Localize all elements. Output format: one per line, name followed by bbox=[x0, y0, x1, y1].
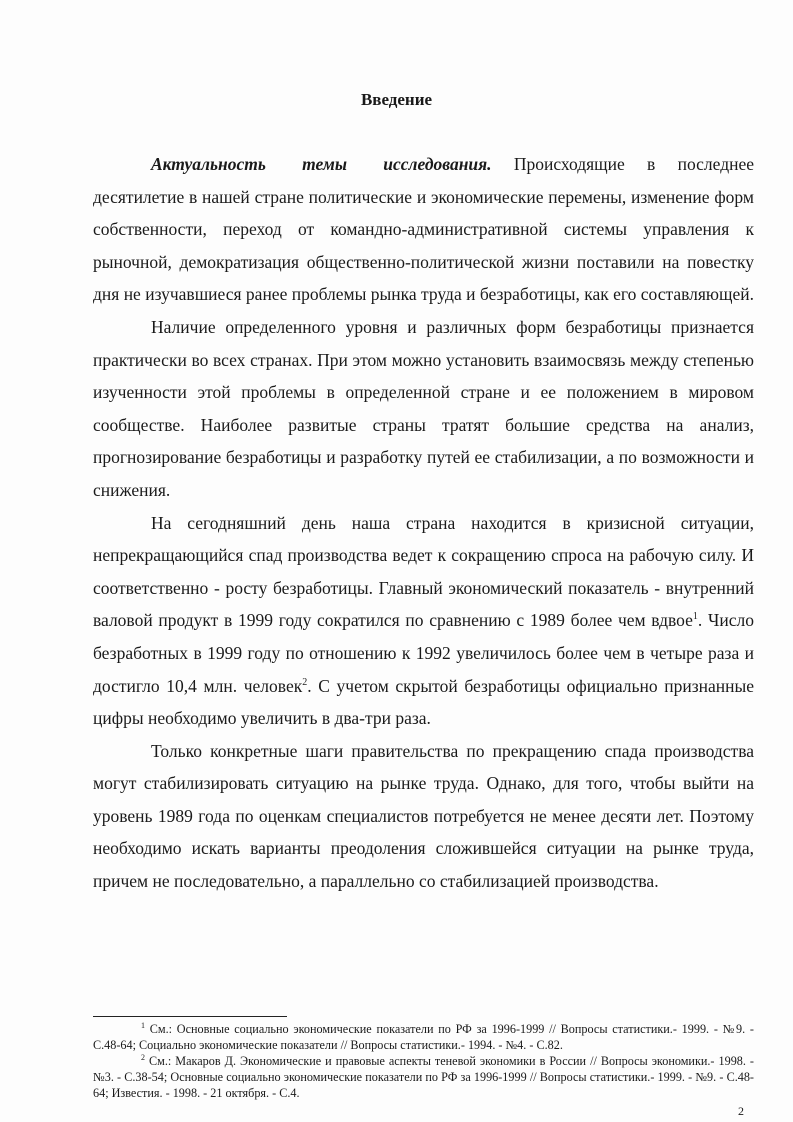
body-text bbox=[93, 148, 754, 898]
footnote-mark: 2 bbox=[141, 1052, 145, 1062]
footnote-mark: 1 bbox=[141, 1020, 145, 1030]
footnote-ref-1[interactable]: 1 bbox=[692, 611, 698, 623]
page-title: Введение bbox=[360, 90, 433, 109]
footnote-ref-2[interactable]: 2 bbox=[302, 676, 308, 688]
paragraph-relevance bbox=[93, 148, 754, 311]
paragraph-text: Наличие определенного уровня и различных форм безработицы признается практически во всех странах. При этом можно установить взаимосвязь между степенью изученности этой проблемы в определенной стране и ее положением в мировом сообществе. Наиболее развитые страны тратят большие средства на анализ, прогнозирование безработицы и разработку путей ее стабилизации, а по возможности и снижения. bbox=[93, 316, 754, 500]
footnotes bbox=[93, 1021, 754, 1101]
paragraph-text: Происходящие в последнее десятилетие в нашей стране политические и экономические перемены, изменение форм собственности, переход от командно-административной системы управления к рыночной, демократизация общественно-политической жизни поставили на повестку дня не изучавшиеся ранее проблемы рынка труда и безработицы, как его составляющей. bbox=[93, 154, 754, 305]
paragraph-text: . Число безработных в 1999 году по отношению к 1992 увеличилось более чем в четыре раза и достигло 10,4 млн. человек bbox=[93, 610, 754, 696]
footnote-text: См.: Макаров Д. Экономические и правовые аспекты теневой экономики в России // Вопросы экономики.- 1998. - №3. - С.38-54; Основные социально экономические показатели по РФ за 1996-1999 // Вопросы статистики.- 1999. - №9. - С.48-64; Известия. - 1998. - 21 октября. - С.4. bbox=[93, 1054, 754, 1100]
paragraph-unemployment-forms bbox=[93, 311, 754, 507]
paragraph-lead: Актуальность темы исследования. bbox=[151, 154, 492, 174]
footnote-text: См.: Основные социально экономические показатели по РФ за 1996-1999 // Вопросы статистики.- 1999. - №9. - С.48-64; Социально экономические показатели // Вопросы статистики.- 1994. - №4. - С.82. bbox=[93, 1022, 754, 1052]
footnote-divider bbox=[93, 1016, 287, 1017]
footnote-1 bbox=[93, 1021, 754, 1053]
paragraph-text: На сегодняшний день наша страна находится в кризисной ситуации, непрекращающийся спад производства ведет к сокращению спроса на рабочую силу. И соответственно - росту безработицы. Главный экономический показатель - внутренний валовой продукт в 1999 году сократился по сравнению с 1989 более чем вдвое bbox=[93, 512, 754, 631]
paragraph-government-steps bbox=[93, 735, 754, 898]
page-number: 2 bbox=[738, 1104, 744, 1118]
paragraph-text: Только конкретные шаги правительства по прекращению спада производства могут стабилизировать ситуацию на рынке труда. Однако, для того, чтобы выйти на уровень 1989 года по оценкам специалистов потребуется не менее десяти лет. Поэтому необходимо искать варианты преодоления сложившейся ситуации на рынке труда, причем не последовательно, а параллельно со стабилизацией производства. bbox=[93, 740, 754, 892]
paragraph-crisis bbox=[93, 507, 754, 735]
paragraph-text: . С учетом скрытой безработицы официально признанные цифры необходимо увеличить в два-три раза. bbox=[93, 675, 754, 729]
footnote-2 bbox=[93, 1053, 754, 1101]
